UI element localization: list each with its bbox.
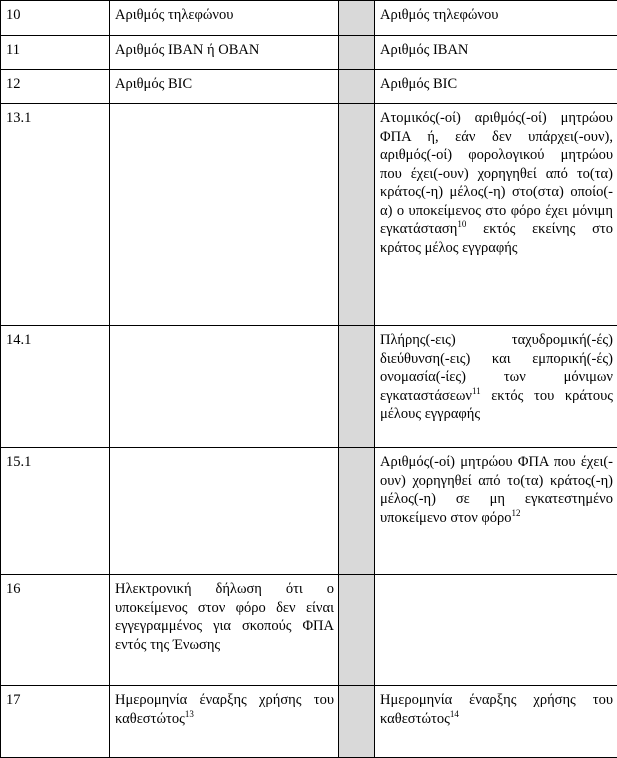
left-field-label [110, 448, 339, 575]
gray-separator-cell [339, 1, 375, 36]
gray-separator-cell [339, 326, 375, 448]
table-row [1, 686, 617, 758]
left-field-label [110, 104, 339, 326]
row-number: 17 [1, 686, 110, 758]
table-row [1, 104, 617, 326]
right-field-label: Αριθμός τηλεφώνου [375, 1, 617, 36]
right-field-label: Πλήρης(-εις) ταχυδρομική(-ές) διεύθυνση(-εις) και εμπορική(-ές) ονομασία(-ίες) των μόνιμων εγκαταστάσεων$^{11}$ εκτός του κράτους μέλους εγγραφής [375, 326, 617, 448]
row-number: 10 [1, 1, 110, 36]
row-number: 14.1 [1, 326, 110, 448]
gray-separator-cell [339, 575, 375, 686]
right-field-label: Ατομικός(-οί) αριθμός(-οί) μητρώου ΦΠΑ ή, εάν δεν υπάρχει(-ουν), αριθμός(-οί) φορολογικού μητρώου που έχει(-ουν) χορηγηθεί από το(τα) κράτος(-η) μέλος(-η) στο(στα) οποίο(-α) ο υποκείμενος στο φόρο έχει μόνιμη εγκατάσταση$^{10}$ εκτός εκείνης στο κράτος μέλος εγγραφής [375, 104, 617, 326]
right-field-label: Ημερομηνία έναρξης χρήσης του καθεστώτος$^{14}$ [375, 686, 617, 758]
left-field-label: Αριθμός BIC [110, 70, 339, 104]
left-field-label: Ημερομηνία έναρξης χρήσης του καθεστώτος$^{13}$ [110, 686, 339, 758]
footnote-marker: 12 [512, 508, 521, 518]
table-row [1, 1, 617, 36]
footnote-marker: 14 [450, 709, 459, 719]
row-number: 15.1 [1, 448, 110, 575]
right-field-label [375, 575, 617, 686]
row-number: 13.1 [1, 104, 110, 326]
gray-separator-cell [339, 686, 375, 758]
right-field-label: Αριθμός(-οί) μητρώου ΦΠΑ που έχει(-ουν) χορηγηθεί από το(τα) κράτος(-η) μέλος(-η) σε μη εγκατεστημένο υποκείμενο στον φόρο$^{12}$ [375, 448, 617, 575]
gray-separator-cell [339, 104, 375, 326]
left-field-label [110, 326, 339, 448]
footnote-marker: 13 [185, 709, 194, 719]
right-field-label: Αριθμός IBAN [375, 36, 617, 70]
table-row [1, 70, 617, 104]
gray-separator-cell [339, 448, 375, 575]
row-number: 11 [1, 36, 110, 70]
left-field-label: Αριθμός IBAN ή OBAN [110, 36, 339, 70]
row-number: 12 [1, 70, 110, 104]
left-field-label: Ηλεκτρονική δήλωση ότι ο υποκείμενος στον φόρο δεν είναι εγγεγραμμένος για σκοπούς ΦΠΑ εντός της Ένωσης [110, 575, 339, 686]
table-row [1, 326, 617, 448]
table-row [1, 36, 617, 70]
table-row [1, 575, 617, 686]
row-number: 16 [1, 575, 110, 686]
right-field-label: Αριθμός BIC [375, 70, 617, 104]
footnote-marker: 11 [472, 386, 481, 396]
table-row [1, 448, 617, 575]
left-field-label: Αριθμός τηλεφώνου [110, 1, 339, 36]
gray-separator-cell [339, 70, 375, 104]
footnote-marker: 10 [457, 219, 466, 229]
gray-separator-cell [339, 36, 375, 70]
